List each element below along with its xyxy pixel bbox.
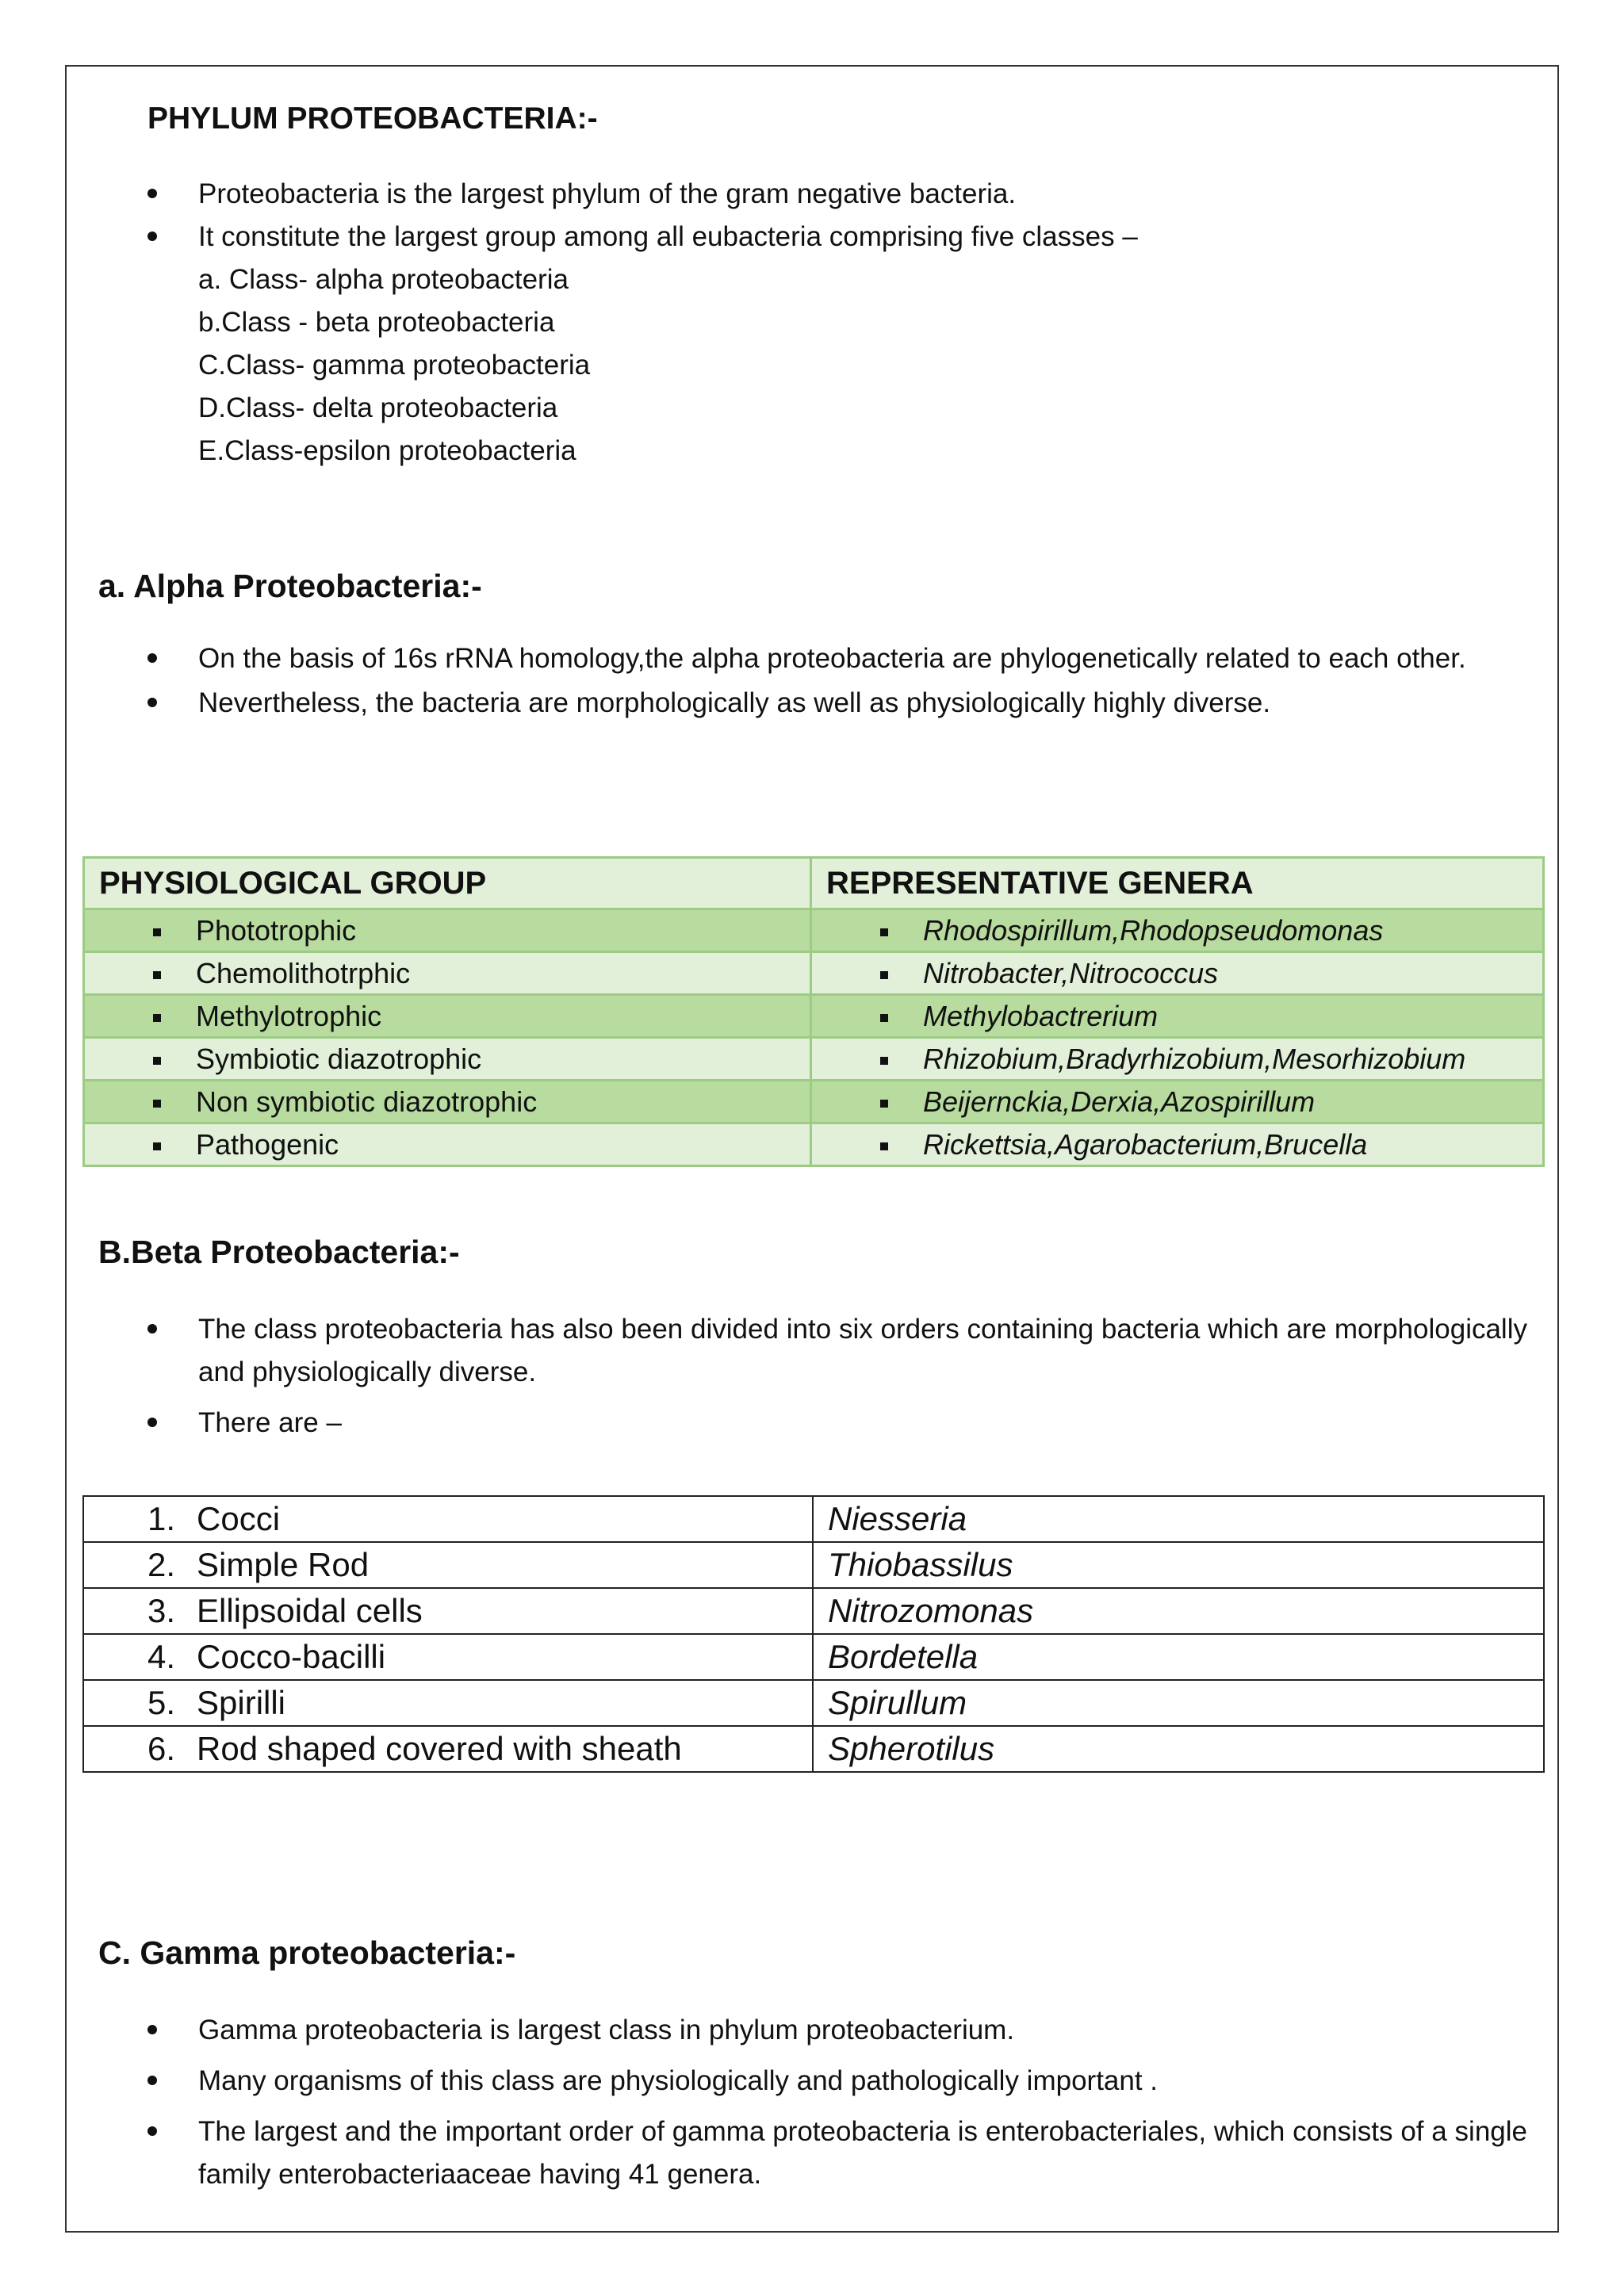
genera-cell: Rickettsia,Agarobacterium,Brucella xyxy=(923,1127,1368,1161)
bullet-icon xyxy=(147,2076,157,2085)
table-row xyxy=(84,1081,1544,1123)
row-number: 6. xyxy=(147,1730,176,1767)
group-cell: Non symbiotic diazotrophic xyxy=(196,1085,538,1118)
list-item-text: Nevertheless, the bacteria are morphologically as well as physiologically highly diverse. xyxy=(198,687,1271,718)
list-item xyxy=(147,2009,1527,2052)
genera-cell: Nitrobacter,Nitrococcus xyxy=(923,956,1219,989)
group-cell: Methylotrophic xyxy=(196,999,382,1032)
shape-cell: Ellipsoidal cells xyxy=(197,1592,423,1629)
list-item-text: Many organisms of this class are physiologically and pathologically important . xyxy=(198,2065,1159,2096)
intro-list xyxy=(147,173,1527,473)
class-item: D.Class- delta proteobacteria xyxy=(198,392,558,423)
list-item xyxy=(147,173,1527,216)
gamma-heading: C. Gamma proteobacteria:- xyxy=(98,1934,516,1971)
bullet-icon xyxy=(147,2126,157,2136)
page-title: PHYLUM PROTEOBACTERIA:- xyxy=(147,101,598,136)
square-bullet-icon xyxy=(880,928,888,936)
row-number: 4. xyxy=(147,1638,176,1675)
list-item xyxy=(147,637,1527,680)
shape-cell: Cocci xyxy=(197,1500,281,1537)
square-bullet-icon xyxy=(880,1057,888,1065)
row-number: 2. xyxy=(147,1546,176,1583)
table-row xyxy=(83,1634,1544,1680)
table-row xyxy=(83,1680,1544,1726)
bullet-icon xyxy=(147,698,157,707)
square-bullet-icon xyxy=(153,1014,161,1022)
bullet-icon xyxy=(147,1418,157,1427)
list-item xyxy=(147,216,1527,473)
list-item xyxy=(147,1402,1527,1445)
list-item-text: There are – xyxy=(198,1407,342,1438)
shape-cell: Spirilli xyxy=(197,1684,286,1721)
genera-cell: Rhodospirillum,Rhodopseudomonas xyxy=(923,913,1384,947)
list-item xyxy=(147,2060,1527,2103)
square-bullet-icon xyxy=(880,1014,888,1022)
bullet-icon xyxy=(147,653,157,663)
table-row xyxy=(83,1726,1544,1772)
shape-cell: Rod shaped covered with sheath xyxy=(197,1730,682,1767)
table-row xyxy=(84,952,1544,995)
group-cell: Phototrophic xyxy=(196,913,357,947)
class-item: E.Class-epsilon proteobacteria xyxy=(198,435,576,466)
list-item-text: It constitute the largest group among all eubacteria comprising five classes – xyxy=(198,221,1138,252)
bullet-icon xyxy=(147,1324,157,1334)
list-item-text: The largest and the important order of gamma proteobacteria is enterobacteriales, which consists of a single family enterobacteriaaceae having 41 genera. xyxy=(198,2116,1527,2190)
genera-cell: Rhizobium,Bradyrhizobium,Mesorhizobium xyxy=(923,1042,1466,1075)
table-row xyxy=(83,1588,1544,1634)
class-item: a. Class- alpha proteobacteria xyxy=(198,264,569,295)
list-item-text: The class proteobacteria has also been divided into six orders containing bacteria which are morphologically and physiologically diverse. xyxy=(198,1314,1527,1387)
group-cell: Symbiotic diazotrophic xyxy=(196,1042,482,1075)
table-row xyxy=(84,1038,1544,1081)
genus-cell: Nitrozomonas xyxy=(828,1592,1034,1629)
list-item-text: On the basis of 16s rRNA homology,the alpha proteobacteria are phylogenetically related to each other. xyxy=(198,643,1466,674)
row-number: 5. xyxy=(147,1684,176,1721)
square-bullet-icon xyxy=(880,1142,888,1150)
square-bullet-icon xyxy=(880,1100,888,1108)
beta-heading: B.Beta Proteobacteria:- xyxy=(98,1234,460,1270)
table-header-row xyxy=(84,858,1544,909)
genera-cell: Beijernckia,Derxia,Azospirillum xyxy=(923,1085,1316,1118)
beta-table xyxy=(82,1495,1545,1773)
square-bullet-icon xyxy=(153,1057,161,1065)
alpha-heading: a. Alpha Proteobacteria:- xyxy=(98,568,482,604)
table-row xyxy=(84,995,1544,1038)
genus-cell: Thiobassilus xyxy=(828,1546,1013,1583)
class-item: b.Class - beta proteobacteria xyxy=(198,307,555,338)
shape-cell: Simple Rod xyxy=(197,1546,370,1583)
group-cell: Pathogenic xyxy=(196,1127,339,1161)
square-bullet-icon xyxy=(153,1142,161,1150)
table-row xyxy=(84,1123,1544,1166)
genus-cell: Spherotilus xyxy=(828,1730,995,1767)
list-item xyxy=(147,2110,1527,2196)
bullet-icon xyxy=(147,189,157,198)
table-row xyxy=(83,1496,1544,1542)
genera-cell: Methylobactrerium xyxy=(923,999,1159,1032)
list-item xyxy=(147,1308,1527,1394)
list-item-text: Gamma proteobacteria is largest class in phylum proteobacterium. xyxy=(198,2015,1015,2045)
table-row xyxy=(84,909,1544,952)
gamma-list xyxy=(147,2009,1527,2196)
beta-list xyxy=(147,1308,1527,1445)
bullet-icon xyxy=(147,2025,157,2034)
square-bullet-icon xyxy=(153,928,161,936)
square-bullet-icon xyxy=(153,971,161,979)
bullet-icon xyxy=(147,232,157,241)
genus-cell: Spirullum xyxy=(828,1684,967,1721)
list-item-text: Proteobacteria is the largest phylum of the gram negative bacteria. xyxy=(198,178,1017,209)
square-bullet-icon xyxy=(880,971,888,979)
header-representative-genera: REPRESENTATIVE GENERA xyxy=(811,858,1544,909)
table-row xyxy=(83,1542,1544,1588)
square-bullet-icon xyxy=(153,1100,161,1108)
shape-cell: Cocco-bacilli xyxy=(197,1638,386,1675)
alpha-table xyxy=(82,856,1545,1167)
alpha-list xyxy=(147,637,1527,725)
genus-cell: Bordetella xyxy=(828,1638,979,1675)
list-item xyxy=(147,682,1527,725)
class-item: C.Class- gamma proteobacteria xyxy=(198,350,591,381)
header-physiological-group: PHYSIOLOGICAL GROUP xyxy=(84,858,811,909)
row-number: 1. xyxy=(147,1500,176,1537)
genus-cell: Niesseria xyxy=(828,1500,967,1537)
row-number: 3. xyxy=(147,1592,176,1629)
group-cell: Chemolithotrphic xyxy=(196,956,411,989)
